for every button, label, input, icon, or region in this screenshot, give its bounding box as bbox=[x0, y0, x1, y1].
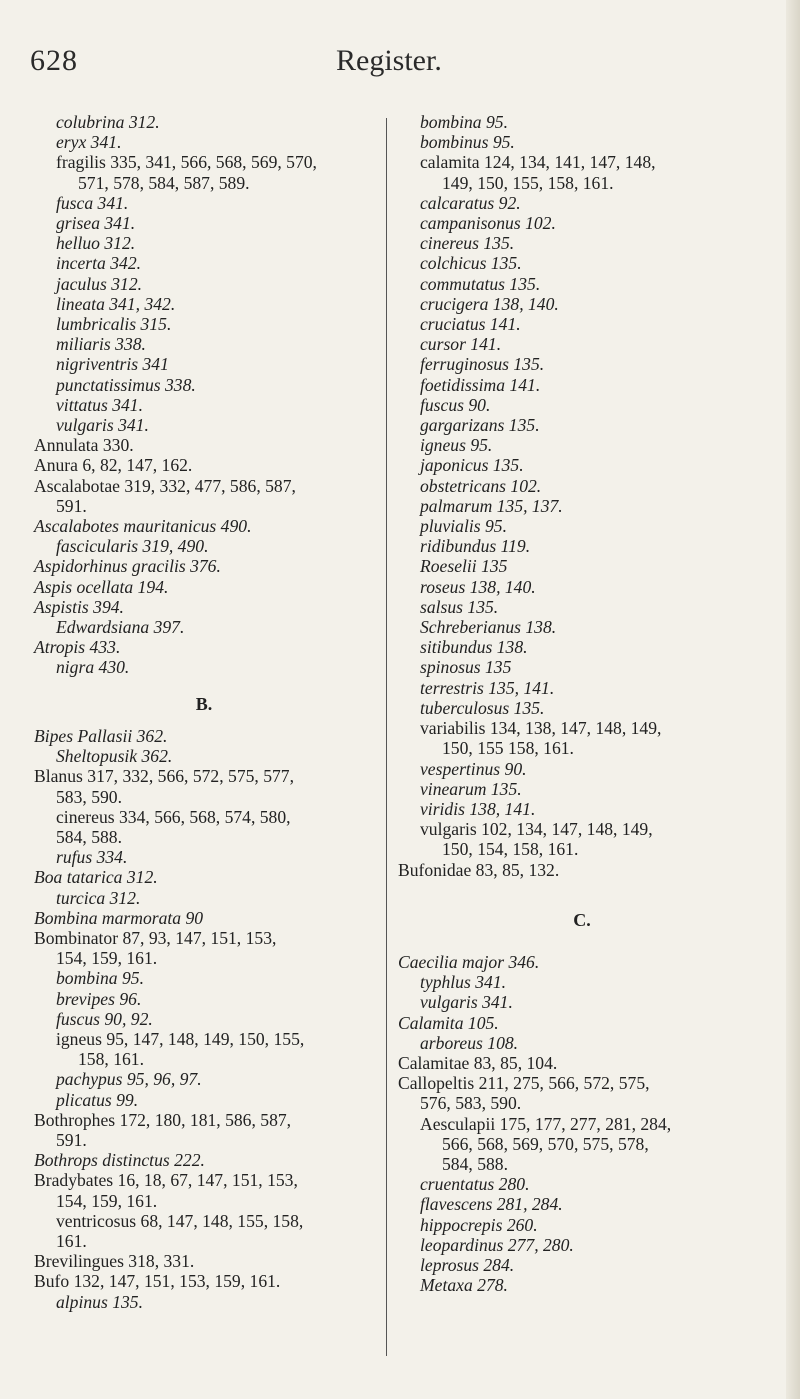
index-entry: 158, 161. bbox=[78, 1049, 144, 1070]
index-entry: Bipes Pallasii 362. bbox=[34, 725, 168, 746]
index-entry: palmarum 135, 137. bbox=[420, 495, 563, 516]
index-entry: fuscus 90, 92. bbox=[56, 1008, 153, 1029]
index-entry: 154, 159, 161. bbox=[56, 948, 158, 969]
index-entry: viridis 138, 141. bbox=[420, 798, 536, 819]
index-entry: 161. bbox=[56, 1230, 87, 1251]
index-column-right bbox=[398, 112, 766, 1295]
index-entry: Anura 6, 82, 147, 162. bbox=[34, 455, 193, 476]
index-entry: leopardinus 277, 280. bbox=[420, 1234, 574, 1255]
index-entry: bombina 95. bbox=[56, 968, 144, 989]
section-letter: B. bbox=[195, 693, 213, 714]
index-entry: 591. bbox=[56, 1129, 87, 1150]
index-entry: 150, 155 158, 161. bbox=[442, 738, 574, 759]
index-entry: helluo 312. bbox=[56, 233, 136, 254]
index-entry: tuberculosus 135. bbox=[420, 697, 545, 718]
index-entry: cruentatus 280. bbox=[420, 1174, 530, 1195]
index-entry: colchicus 135. bbox=[420, 253, 522, 274]
index-entry: fusca 341. bbox=[56, 192, 129, 213]
column-divider bbox=[386, 118, 387, 1356]
index-entry: Bradybates 16, 18, 67, 147, 151, 153, bbox=[34, 1170, 298, 1191]
index-entry: bombinus 95. bbox=[420, 132, 515, 153]
index-entry: Caecilia major 346. bbox=[398, 951, 540, 972]
index-entry: pachypus 95, 96, 97. bbox=[56, 1069, 202, 1090]
index-entry: crucigera 138, 140. bbox=[420, 293, 559, 314]
index-entry: 584, 588. bbox=[56, 826, 122, 847]
index-entry: nigra 430. bbox=[56, 657, 130, 678]
index-column-left bbox=[34, 112, 374, 1312]
index-entry: lineata 341, 342. bbox=[56, 293, 176, 314]
index-entry: Atropis 433. bbox=[34, 637, 121, 658]
index-entry: Metaxa 278. bbox=[420, 1275, 508, 1296]
index-entry: Aspis ocellata 194. bbox=[34, 576, 169, 597]
index-entry: gargarizans 135. bbox=[420, 415, 540, 436]
index-entry: Annulata 330. bbox=[34, 435, 134, 456]
index-entry: pluvialis 95. bbox=[420, 516, 507, 537]
index-entry: 149, 150, 155, 158, 161. bbox=[442, 172, 614, 193]
index-entry: bombina 95. bbox=[420, 112, 508, 132]
index-entry: Edwardsiana 397. bbox=[56, 617, 185, 638]
index-entry: arboreus 108. bbox=[420, 1032, 519, 1053]
index-entry: fragilis 335, 341, 566, 568, 569, 570, bbox=[56, 152, 317, 173]
index-entry: cruciatus 141. bbox=[420, 314, 521, 335]
index-entry: roseus 138, 140. bbox=[420, 576, 536, 597]
index-entry: jaculus 312. bbox=[56, 273, 143, 294]
index-entry: campanisonus 102. bbox=[420, 213, 556, 234]
index-entry: Bufo 132, 147, 151, 153, 159, 161. bbox=[34, 1271, 281, 1292]
index-entry: fuscus 90. bbox=[420, 394, 491, 415]
index-entry: vespertinus 90. bbox=[420, 758, 527, 779]
index-entry: 591. bbox=[56, 495, 87, 516]
index-entry: Bothrops distinctus 222. bbox=[34, 1150, 205, 1171]
index-entry: vittatus 341. bbox=[56, 394, 143, 415]
index-entry: cinereus 334, 566, 568, 574, 580, bbox=[56, 806, 291, 827]
section-letter: C. bbox=[573, 909, 591, 930]
index-entry: miliaris 338. bbox=[56, 334, 146, 355]
index-entry: Aesculapii 175, 177, 277, 281, 284, bbox=[420, 1113, 672, 1134]
index-entry: Ascalabotae 319, 332, 477, 586, 587, bbox=[34, 475, 296, 496]
index-entry: sitibundus 138. bbox=[420, 637, 528, 658]
index-entry: nigriventris 341 bbox=[56, 354, 169, 375]
index-entry: 584, 588. bbox=[442, 1153, 508, 1174]
index-entry: Callopeltis 211, 275, 566, 572, 575, bbox=[398, 1073, 650, 1094]
index-entry: obstetricans 102. bbox=[420, 475, 542, 496]
index-entry: 566, 568, 569, 570, 575, 578, bbox=[442, 1133, 649, 1154]
page-edge-shadow bbox=[786, 0, 800, 1399]
index-entry: vulgaris 341. bbox=[420, 992, 513, 1013]
index-entry: salsus 135. bbox=[420, 596, 499, 617]
index-entry: Bothrophes 172, 180, 181, 586, 587, bbox=[34, 1109, 292, 1130]
index-entry: Roeselii 135 bbox=[420, 556, 508, 577]
index-entry: 576, 583, 590. bbox=[420, 1093, 522, 1114]
index-entry: grisea 341. bbox=[56, 213, 136, 234]
index-entry: 571, 578, 584, 587, 589. bbox=[78, 172, 250, 193]
index-entry: calamita 124, 134, 141, 147, 148, bbox=[420, 152, 656, 173]
index-entry: cursor 141. bbox=[420, 334, 502, 355]
index-entry: igneus 95, 147, 148, 149, 150, 155, bbox=[56, 1028, 305, 1049]
index-entry: Sheltopusik 362. bbox=[56, 746, 173, 767]
index-entry: fascicularis 319, 490. bbox=[56, 536, 209, 557]
index-entry: alpinus 135. bbox=[56, 1291, 143, 1312]
index-entry: Bombinator 87, 93, 147, 151, 153, bbox=[34, 927, 277, 948]
index-entry: eryx 341. bbox=[56, 132, 122, 153]
index-entry: commutatus 135. bbox=[420, 273, 541, 294]
index-entry: Schreberianus 138. bbox=[420, 617, 557, 638]
index-entry: igneus 95. bbox=[420, 435, 493, 456]
index-entry: Ascalabotes mauritanicus 490. bbox=[34, 516, 252, 537]
index-entry: calcaratus 92. bbox=[420, 192, 521, 213]
index-entry: cinereus 135. bbox=[420, 233, 515, 254]
page-header bbox=[0, 44, 800, 84]
index-entry: colubrina 312. bbox=[56, 112, 160, 132]
index-entry: vulgaris 341. bbox=[56, 415, 149, 436]
index-entry: vinearum 135. bbox=[420, 778, 522, 799]
index-entry: incerta 342. bbox=[56, 253, 142, 274]
index-entry: variabilis 134, 138, 147, 148, 149, bbox=[420, 718, 662, 739]
index-entry: ferruginosus 135. bbox=[420, 354, 545, 375]
index-entry: vulgaris 102, 134, 147, 148, 149, bbox=[420, 819, 653, 840]
index-entry: flavescens 281, 284. bbox=[420, 1194, 563, 1215]
index-entry: Aspidorhinus gracilis 376. bbox=[34, 556, 221, 577]
index-entry: Aspistis 394. bbox=[34, 596, 124, 617]
index-entry: japonicus 135. bbox=[420, 455, 524, 476]
index-entry: Bombina marmorata 90 bbox=[34, 907, 204, 928]
index-entry: punctatissimus 338. bbox=[56, 374, 196, 395]
index-entry: brevipes 96. bbox=[56, 988, 142, 1009]
page-number: 628 bbox=[30, 44, 78, 77]
index-entry: plicatus 99. bbox=[56, 1089, 139, 1110]
index-entry: 583, 590. bbox=[56, 786, 122, 807]
index-entry: terrestris 135, 141. bbox=[420, 677, 555, 698]
index-entry: spinosus 135 bbox=[420, 657, 512, 678]
index-entry: Calamitae 83, 85, 104. bbox=[398, 1052, 558, 1073]
index-entry: 150, 154, 158, 161. bbox=[442, 839, 579, 860]
index-entry: 154, 159, 161. bbox=[56, 1190, 158, 1211]
index-entry: Bufonidae 83, 85, 132. bbox=[398, 859, 560, 880]
index-entry: Blanus 317, 332, 566, 572, 575, 577, bbox=[34, 766, 294, 787]
index-entry: hippocrepis 260. bbox=[420, 1214, 538, 1235]
index-entry: foetidissima 141. bbox=[420, 374, 541, 395]
index-entry: rufus 334. bbox=[56, 847, 128, 868]
index-entry: Brevilingues 318, 331. bbox=[34, 1251, 195, 1272]
index-entry: typhlus 341. bbox=[420, 972, 507, 993]
index-entry: leprosus 284. bbox=[420, 1254, 515, 1275]
index-entry: Calamita 105. bbox=[398, 1012, 499, 1033]
index-entry: ridibundus 119. bbox=[420, 536, 531, 557]
index-entry: Boa tatarica 312. bbox=[34, 867, 158, 888]
index-entry: ventricosus 68, 147, 148, 155, 158, bbox=[56, 1210, 304, 1231]
index-entry: turcica 312. bbox=[56, 887, 141, 908]
running-title: Register. bbox=[336, 44, 442, 77]
index-entry: lumbricalis 315. bbox=[56, 314, 172, 335]
